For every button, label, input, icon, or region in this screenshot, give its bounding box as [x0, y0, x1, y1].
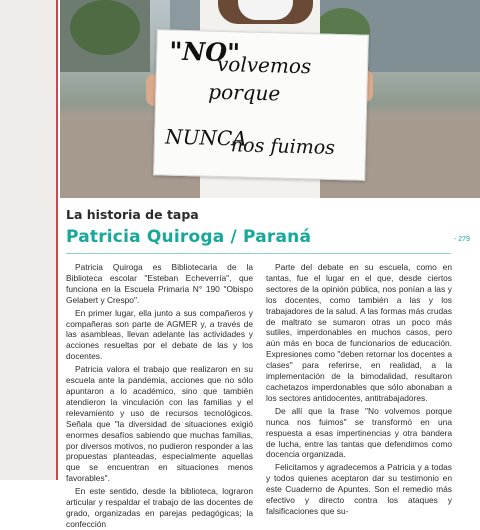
margin-rule: [56, 0, 58, 480]
paragraph: En este sentido, desde la biblioteca, lograron articular y respaldar el trabajo de las docentes de grado, organizadas en parejas pedagógicas; la confección: [66, 486, 253, 529]
sign-line: volvemos: [216, 51, 312, 79]
sign-line: nos fuimos: [230, 134, 336, 159]
article-column-right: [266, 262, 452, 516]
article-title: Patricia Quiroga / Paraná: [66, 227, 312, 247]
paragraph: De allí que la frase "No volvemos porque nunca nos fuimos" se transformó en una respuesta a esas impertinencias y otra bandera de lucha, entre las tantas que defendimos como docencia organizada.: [266, 405, 452, 460]
sign-line: NUNCA: [164, 124, 248, 151]
paragraph: Felicitamos y agradecemos a Patricia y a todas y todos quienes aceptaron dar su testimonio en este Cuaderno de Apuntes. Son el remedio más efectivo y directo contra los ataques y falsificaciones que su-: [266, 462, 452, 516]
page-number: - 279: [454, 236, 470, 243]
sign-line: porque: [208, 79, 281, 106]
paragraph: En primer lugar, ella junto a sus compañeros y compañeras son parte de AGMER y, a través de las asambleas, llevan adelante las actividades y acciones resueltas por el debate de las y los docentes.: [66, 307, 253, 362]
section-label: La historia de tapa: [66, 207, 199, 222]
paragraph: Patricia valora el trabajo que realizaron en su escuela ante la pandemia, acciones que no sólo apuntaron a lo académico, sino que también atendieron la vinculación con las familias y el relevamiento y uso de recursos tecnológicos. Señala que "la diversidad de situaciones exigió enormes desafíos sabiendo que muchas familias, por diversos motivos, no pudieron responder a las propuestas planteadas, especialmente aquellas que se encuentran en situaciones menos favorables".: [66, 364, 253, 484]
paragraph: Patricia Quiroga es Bibliotecaria de la Biblioteca escolar "Esteban Echeverría", que funciona en la Escuela Primaria N° 190 "Obispo Gelabert y Crespo".: [66, 262, 253, 305]
cover-photo: [60, 0, 480, 198]
face-mask: [238, 0, 293, 20]
title-divider: [66, 253, 451, 254]
protest-sign: [153, 29, 369, 180]
background-tree: [70, 0, 140, 55]
sign-line: "NO": [169, 36, 241, 68]
page-margin: [0, 0, 56, 480]
paragraph: Parte del debate en su escuela, como en tantas, fue el lugar en el que, desde ciertos sectores de la opinión pública, nos ponían a las y los docentes, como también a las y los trabajadores de la salud. A las formas más crudas de maltrato se sumaron otras un poco más sutiles, imperdonables en muchos casos, pero aún más en boca de funcionarios de educación. Expresiones como "deben retornar los docentes a clases" para referirse, en realidad, a la implementación de la bimodalidad, resultaron cachetazos imperdonables que sólo abonaban a los sectores antidocentes, antitrabajadores.: [266, 262, 452, 403]
article-column-left: [66, 262, 253, 529]
